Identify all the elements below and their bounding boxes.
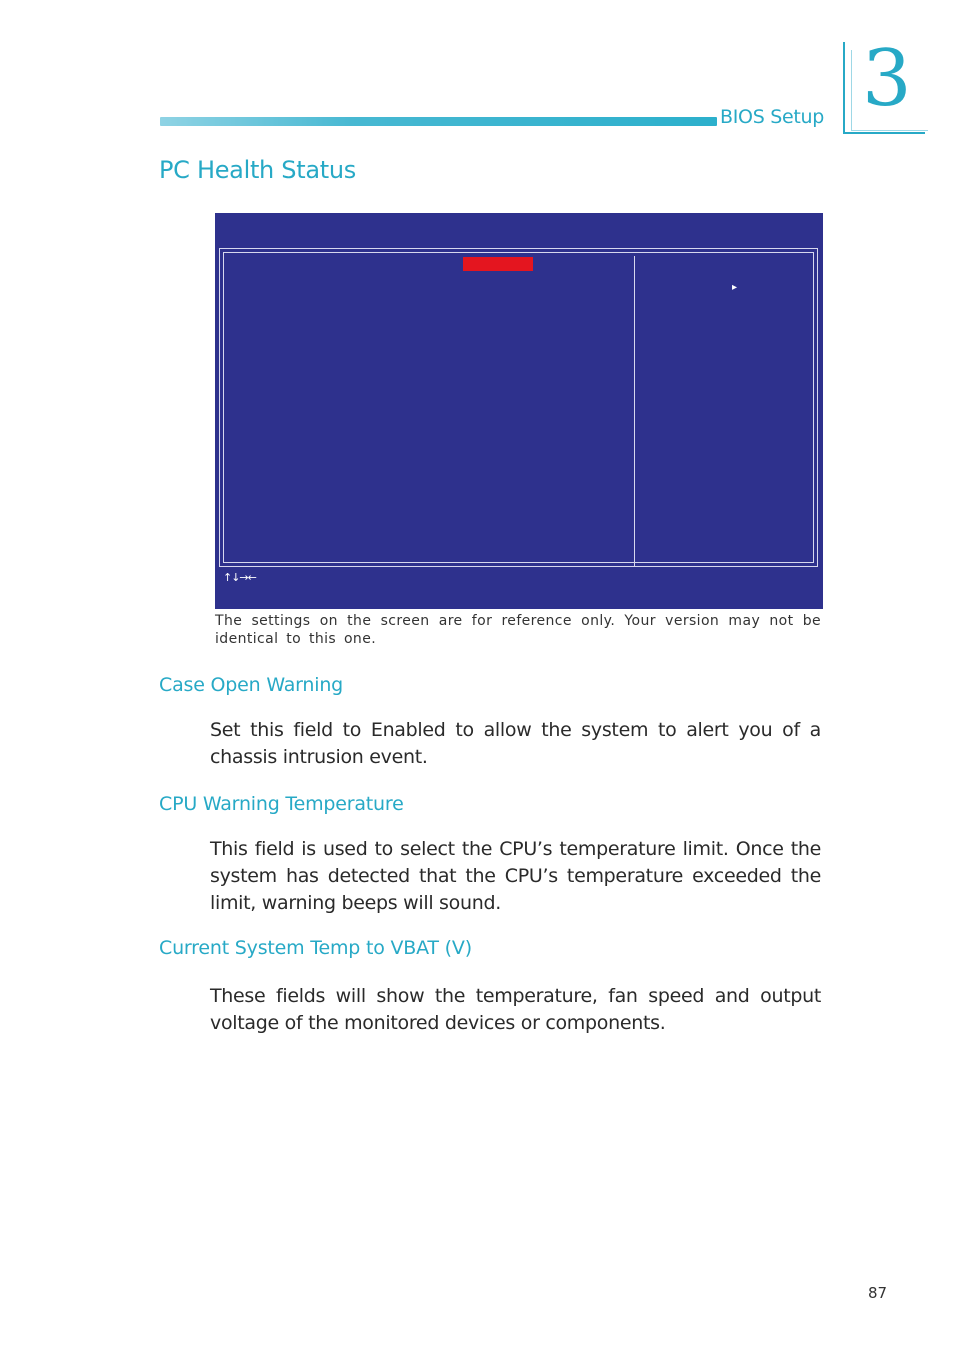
paragraph-case-open-warning: Set this field to Enabled to allow the system to alert you of a chassis intrusion event.: [210, 719, 821, 768]
bios-inner-frame: [223, 252, 814, 563]
heading-cpu-warning-temperature: CPU Warning Temperature: [159, 793, 404, 815]
bios-screenshot: [215, 213, 823, 609]
submenu-arrow-icon: ▸: [732, 282, 738, 293]
screenshot-caption: The settings on the screen are for reference only. Your version may not be identical to this one.: [215, 613, 821, 647]
heading-current-system-temp: Current System Temp to VBAT (V): [159, 937, 472, 959]
bios-help-divider: [634, 256, 635, 567]
page-number: 87: [868, 1284, 888, 1302]
heading-case-open-warning: Case Open Warning: [159, 674, 344, 696]
bios-nav-keys: ↑↓→←: [223, 571, 256, 584]
bios-outer-frame: [219, 248, 818, 567]
paragraph-current-system-temp: These fields will show the temperature, fan speed and output voltage of the monitored devices or components.: [210, 985, 821, 1034]
paragraph-cpu-warning-temperature: This field is used to select the CPU’s temperature limit. Once the system has detected that the CPU’s temperature exceeded the limit, warning beeps will sound.: [210, 838, 821, 914]
page-title: PC Health Status: [159, 156, 356, 184]
header-accent-bar: [160, 117, 717, 126]
chapter-number: 3: [862, 34, 912, 124]
section-label: BIOS Setup: [720, 106, 824, 128]
bios-selected-item-highlight: [463, 257, 533, 271]
